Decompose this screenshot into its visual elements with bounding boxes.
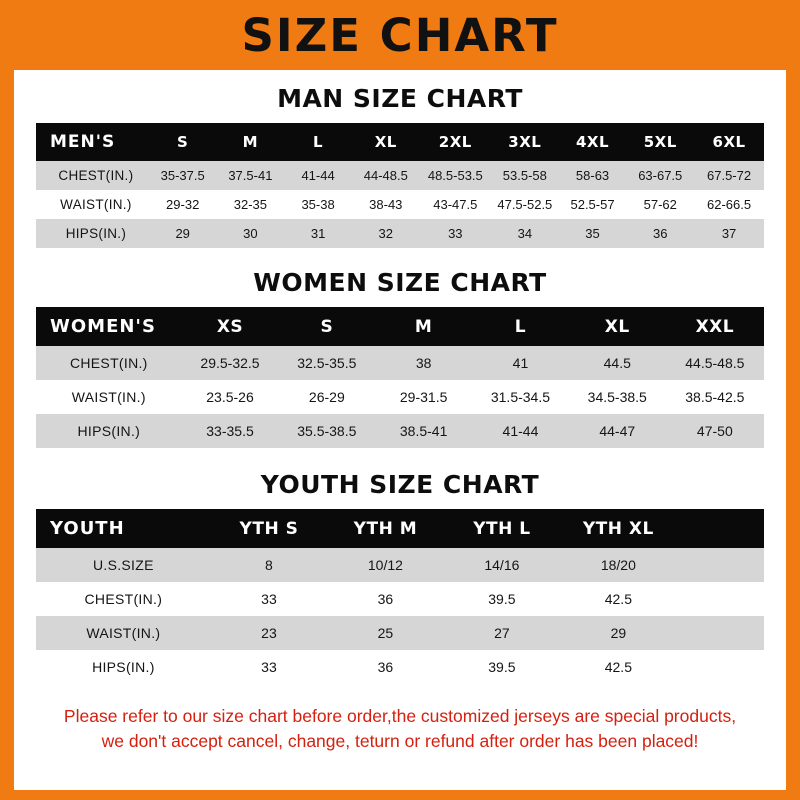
table-cell: 31.5-34.5	[472, 380, 569, 414]
youth-header-row	[36, 509, 764, 548]
table-cell: 57-62	[626, 190, 694, 219]
table-row	[36, 190, 764, 219]
table-row	[36, 161, 764, 190]
table-cell: 44.5	[569, 346, 666, 380]
table-cell: 27	[444, 616, 560, 650]
women-header-cell: XS	[216, 316, 244, 337]
man-size-section	[14, 84, 786, 248]
table-cell: 41-44	[284, 161, 352, 190]
table-cell: 52.5-57	[559, 190, 627, 219]
table-cell: 32.5-35.5	[278, 346, 375, 380]
row-label: U.S.SIZE	[36, 548, 211, 582]
table-cell: 33	[420, 219, 491, 248]
table-cell: 14/16	[444, 548, 560, 582]
table-cell: 44-48.5	[352, 161, 420, 190]
footer-note	[14, 704, 786, 755]
table-row	[36, 380, 764, 414]
row-label: HIPS(IN.)	[36, 219, 149, 248]
man-header-cell: S	[177, 133, 189, 151]
table-cell: 36	[327, 582, 443, 616]
table-cell: 34	[491, 219, 559, 248]
youth-header-cell: YOUTH	[50, 518, 125, 539]
table-cell: 35	[559, 219, 627, 248]
youth-header-spacer	[677, 509, 764, 548]
table-cell: 32-35	[217, 190, 285, 219]
table-row	[36, 346, 764, 380]
table-cell: 23	[211, 616, 327, 650]
table-cell-spacer	[677, 548, 764, 582]
row-label: CHEST(IN.)	[36, 346, 182, 380]
row-label: CHEST(IN.)	[36, 582, 211, 616]
women-header-cell: S	[320, 316, 334, 337]
table-cell: 58-63	[559, 161, 627, 190]
table-row	[36, 414, 764, 448]
table-cell-spacer	[677, 582, 764, 616]
women-header-cell: WOMEN'S	[50, 316, 156, 337]
youth-header-cell: YTH M	[353, 518, 418, 539]
footer-note-line-1: Please refer to our size chart before order,the customized jerseys are special products,	[63, 706, 737, 726]
table-cell: 31	[284, 219, 352, 248]
table-cell-spacer	[677, 616, 764, 650]
women-header-row	[36, 307, 764, 346]
table-cell: 53.5-58	[491, 161, 559, 190]
table-cell: 26-29	[278, 380, 375, 414]
man-header-cell: 3XL	[508, 133, 542, 151]
table-cell: 25	[327, 616, 443, 650]
table-cell: 39.5	[444, 650, 560, 684]
table-cell: 29-32	[149, 190, 217, 219]
banner	[0, 0, 800, 70]
row-label: HIPS(IN.)	[36, 414, 182, 448]
table-cell: 29-31.5	[375, 380, 472, 414]
table-cell-spacer	[677, 650, 764, 684]
man-header-row	[36, 123, 764, 161]
table-cell: 67.5-72	[694, 161, 764, 190]
youth-size-section	[14, 470, 786, 684]
table-cell: 29	[149, 219, 217, 248]
table-cell: 42.5	[560, 582, 676, 616]
women-size-section	[14, 268, 786, 448]
table-cell: 42.5	[560, 650, 676, 684]
table-cell: 30	[217, 219, 285, 248]
table-cell: 47-50	[666, 414, 764, 448]
footer-note-line-2: we don't accept cancel, change, teturn or refund after order has been placed!	[101, 731, 699, 752]
table-row	[36, 616, 764, 650]
man-header-cell: XL	[374, 133, 397, 151]
table-cell: 37	[694, 219, 764, 248]
table-cell: 38	[375, 346, 472, 380]
women-section-title: WOMEN SIZE CHART	[253, 268, 547, 297]
man-header-cell: 6XL	[712, 133, 746, 151]
table-cell: 32	[352, 219, 420, 248]
table-cell: 29.5-32.5	[182, 346, 279, 380]
table-cell: 38-43	[352, 190, 420, 219]
youth-header-cell: YTH XL	[582, 518, 654, 539]
table-cell: 18/20	[560, 548, 676, 582]
row-label: WAIST(IN.)	[36, 190, 149, 219]
row-label: WAIST(IN.)	[36, 380, 182, 414]
table-cell: 38.5-42.5	[666, 380, 764, 414]
table-cell: 33-35.5	[182, 414, 279, 448]
table-row	[36, 219, 764, 248]
man-section-title: MAN SIZE CHART	[277, 84, 523, 113]
women-header-cell: M	[414, 316, 433, 337]
youth-size-table	[36, 509, 764, 684]
man-header-cell: L	[313, 133, 324, 151]
man-header-cell: 4XL	[576, 133, 610, 151]
man-size-table	[36, 123, 764, 248]
man-header-cell: 5XL	[643, 133, 677, 151]
table-cell: 37.5-41	[217, 161, 285, 190]
table-cell: 44-47	[569, 414, 666, 448]
bottom-accent-bar	[0, 790, 800, 800]
table-cell: 23.5-26	[182, 380, 279, 414]
women-header-cell: XL	[604, 316, 630, 337]
man-header-cell: MEN'S	[50, 132, 116, 152]
table-cell: 34.5-38.5	[569, 380, 666, 414]
table-cell: 36	[626, 219, 694, 248]
women-header-cell: L	[514, 316, 527, 337]
row-label: HIPS(IN.)	[36, 650, 211, 684]
table-cell: 43-47.5	[420, 190, 491, 219]
table-cell: 35-37.5	[149, 161, 217, 190]
table-cell: 35.5-38.5	[278, 414, 375, 448]
banner-title: SIZE CHART	[241, 8, 559, 62]
row-label: CHEST(IN.)	[36, 161, 149, 190]
youth-header-cell: YTH S	[239, 518, 299, 539]
table-cell: 41-44	[472, 414, 569, 448]
youth-section-title: YOUTH SIZE CHART	[260, 470, 540, 499]
table-cell: 44.5-48.5	[666, 346, 764, 380]
table-cell: 48.5-53.5	[420, 161, 491, 190]
table-cell: 29	[560, 616, 676, 650]
women-header-cell: XXL	[695, 316, 735, 337]
table-cell: 10/12	[327, 548, 443, 582]
table-cell: 63-67.5	[626, 161, 694, 190]
man-header-cell: M	[242, 133, 259, 151]
table-cell: 38.5-41	[375, 414, 472, 448]
man-header-cell: 2XL	[438, 133, 472, 151]
row-label: WAIST(IN.)	[36, 616, 211, 650]
table-cell: 62-66.5	[694, 190, 764, 219]
table-cell: 33	[211, 650, 327, 684]
youth-header-cell: YTH L	[473, 518, 531, 539]
table-row	[36, 582, 764, 616]
table-cell: 36	[327, 650, 443, 684]
table-cell: 35-38	[284, 190, 352, 219]
table-row	[36, 548, 764, 582]
women-size-table	[36, 307, 764, 448]
table-cell: 41	[472, 346, 569, 380]
table-cell: 33	[211, 582, 327, 616]
table-cell: 8	[211, 548, 327, 582]
table-row	[36, 650, 764, 684]
table-cell: 39.5	[444, 582, 560, 616]
table-cell: 47.5-52.5	[491, 190, 559, 219]
